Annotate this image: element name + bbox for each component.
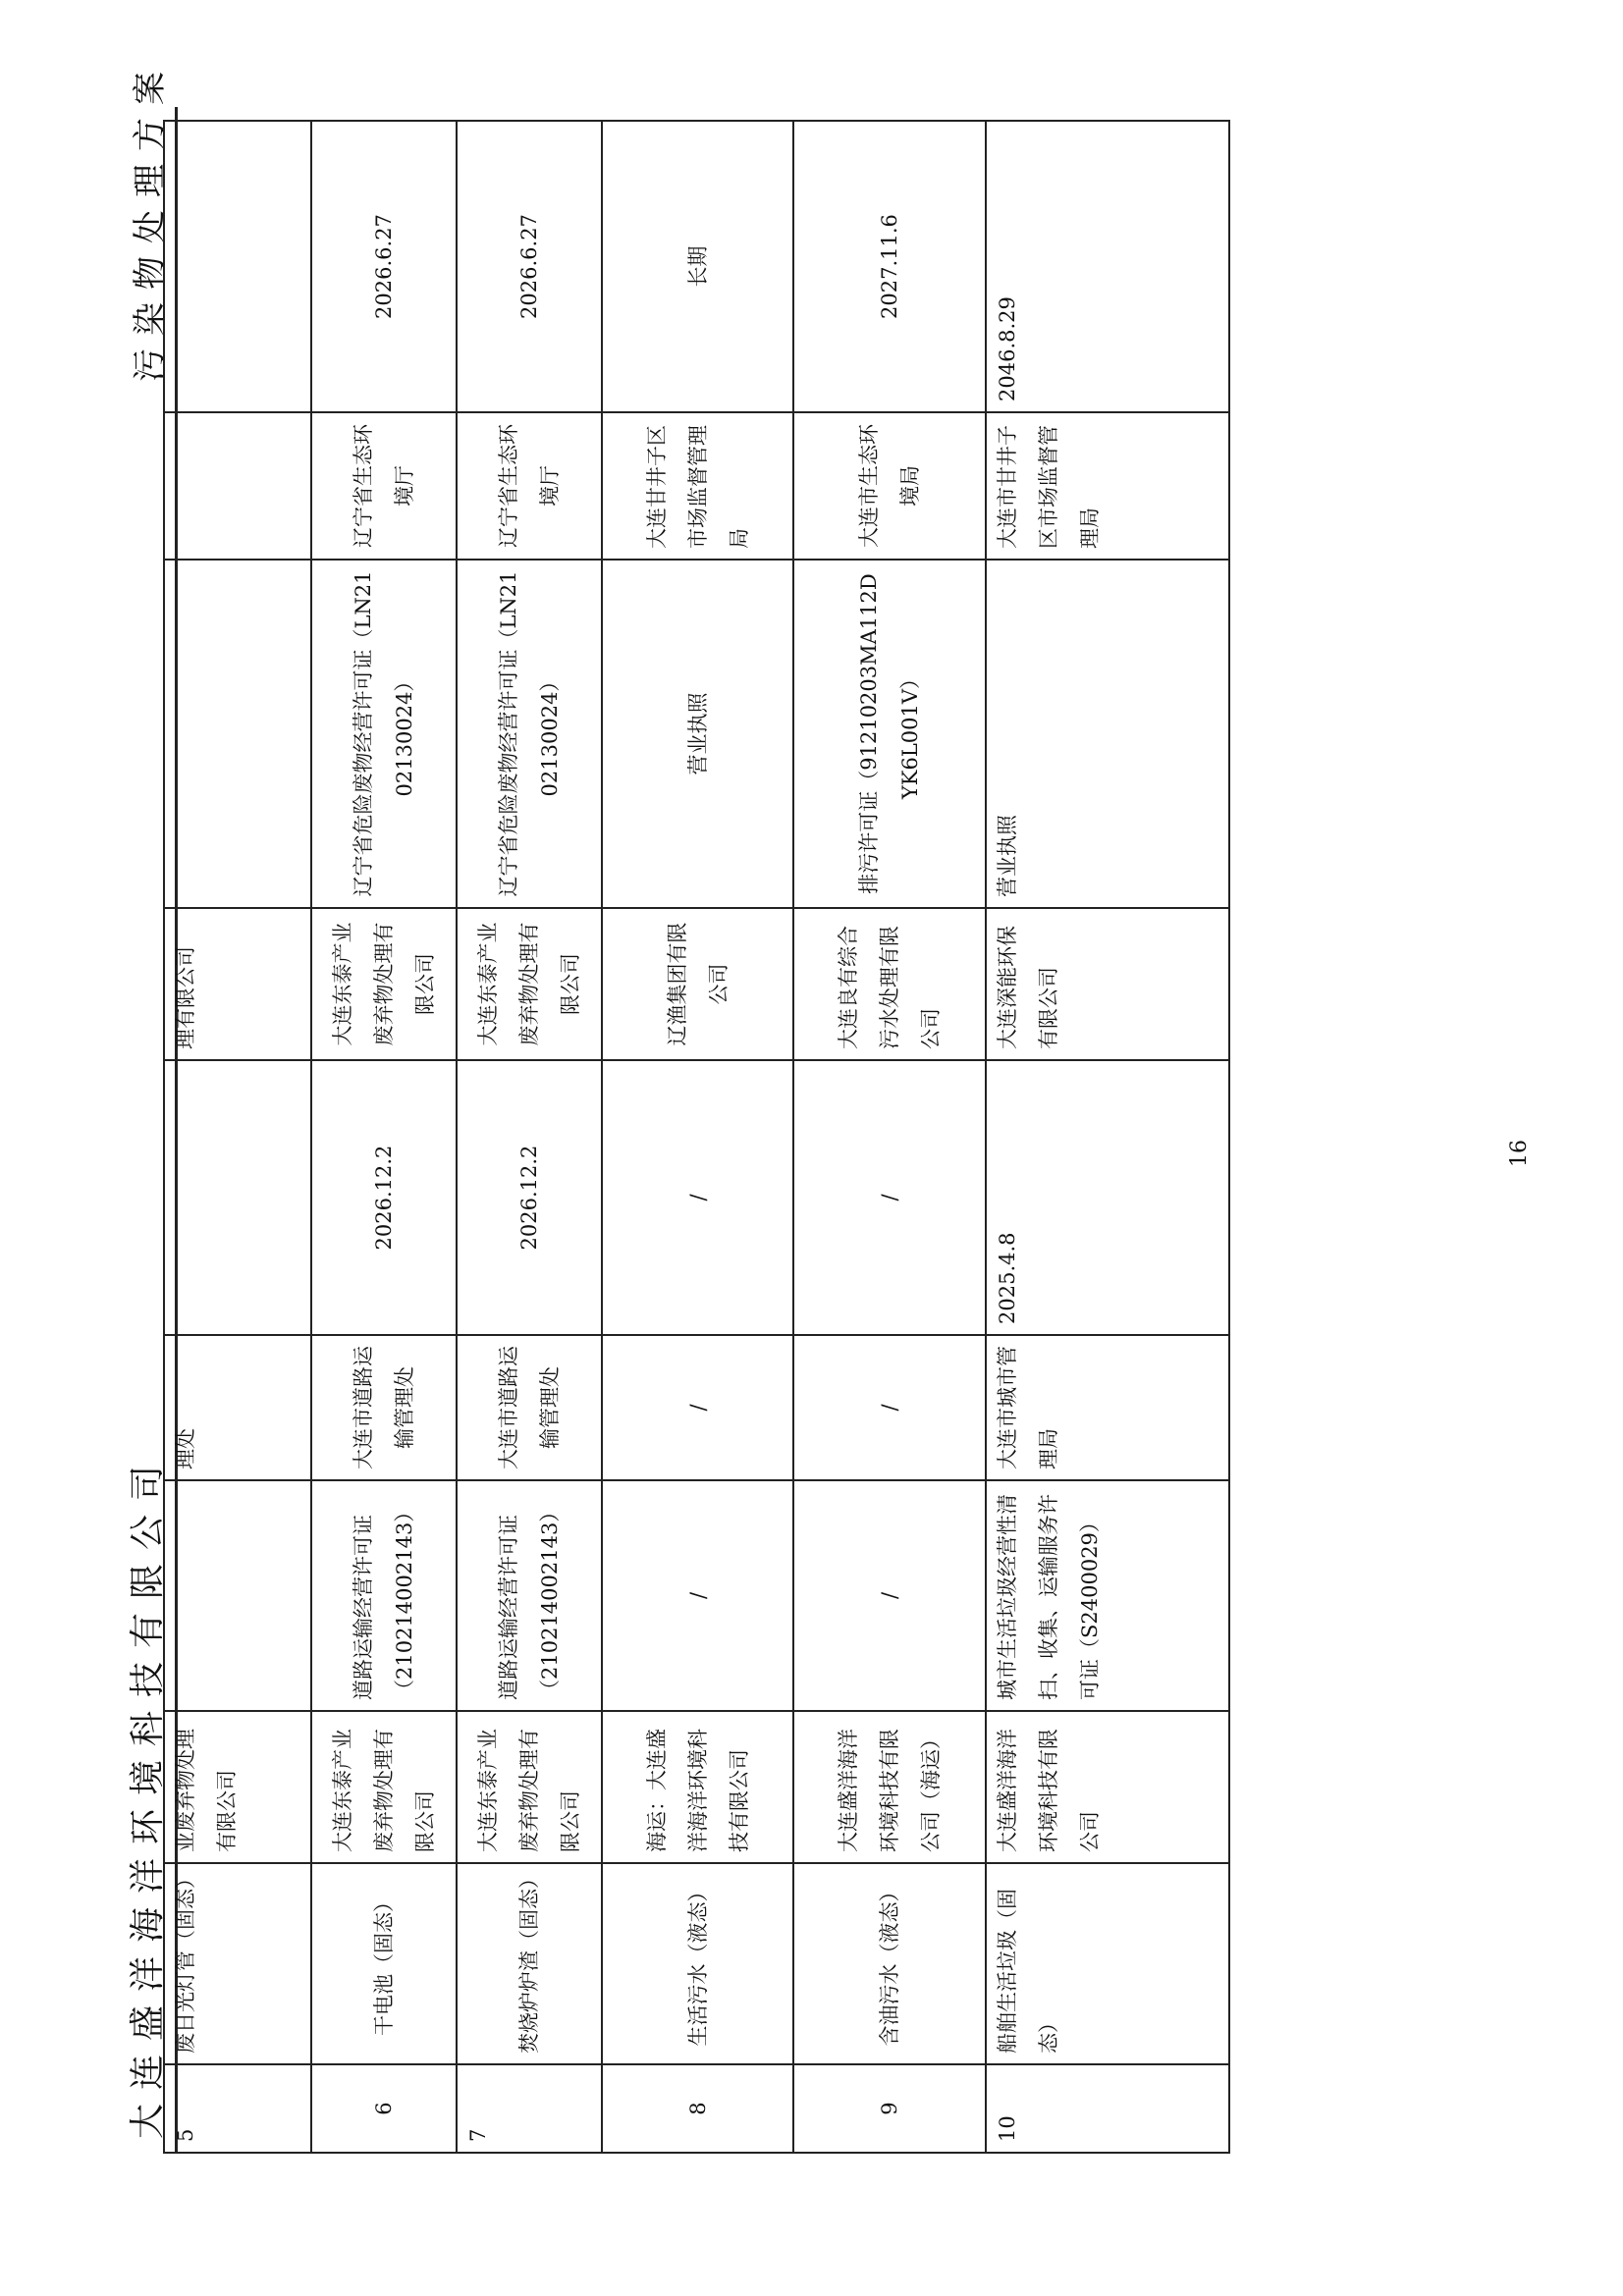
cell-disposal-authority: 辽宁省生态环境厅 xyxy=(311,412,457,560)
cell-disposal-authority: 大连甘井子区市场监督管理局 xyxy=(602,412,793,560)
cell-transport-authority: 大连市道路运输管理处 xyxy=(457,1335,602,1480)
cell-disposer: 大连良有综合污水处理有限公司 xyxy=(793,908,986,1060)
cell-disposal-authority xyxy=(164,412,311,560)
table-row xyxy=(986,121,1229,2153)
cell-transport-license: 道路运输经营许可证（210214002143） xyxy=(311,1480,457,1711)
cell-transporter: 业废弃物处理有限公司 xyxy=(164,1711,311,1863)
cell-transporter: 大连盛洋海洋环境科技有限公司（海运） xyxy=(793,1711,986,1863)
cell-disposal-authority: 大连市甘井子区市场监督管理局 xyxy=(986,412,1229,560)
cell-transport-authority: / xyxy=(602,1335,793,1480)
cell-transporter: 大连东泰产业废弃物处理有限公司 xyxy=(311,1711,457,1863)
cell-transport-license: / xyxy=(602,1480,793,1711)
cell-disposal-expiry: 长期 xyxy=(602,121,793,412)
cell-disposer: 大连深能环保有限公司 xyxy=(986,908,1229,1060)
document-title-header: 污染物处理方案 xyxy=(131,59,170,382)
cell-disposal-authority: 辽宁省生态环境厅 xyxy=(457,412,602,560)
cell-disposal-license: 营业执照 xyxy=(602,560,793,908)
cell-disposal-expiry: 2026.6.27 xyxy=(311,121,457,412)
table-row xyxy=(457,121,602,2153)
cell-item: 船舶生活垃圾（固态） xyxy=(986,1863,1229,2064)
cell-transport-authority: 大连市道路运输管理处 xyxy=(311,1335,457,1480)
cell-disposer: 大连东泰产业废弃物处理有限公司 xyxy=(457,908,602,1060)
cell-item: 干电池（固态） xyxy=(311,1863,457,2064)
cell-transport-expiry: 2026.12.2 xyxy=(457,1060,602,1335)
cell-transport-license: / xyxy=(793,1480,986,1711)
cell-disposal-expiry: 2046.8.29 xyxy=(986,121,1229,412)
cell-transport-license: 道路运输经营许可证（210214002143） xyxy=(457,1480,602,1711)
cell-item: 废日光灯管（固态） xyxy=(164,1863,311,2064)
cell-no: 9 xyxy=(793,2064,986,2153)
waste-disposal-table xyxy=(163,120,1230,2154)
cell-disposal-expiry: 2026.6.27 xyxy=(457,121,602,412)
cell-disposal-expiry: 2027.11.6 xyxy=(793,121,986,412)
cell-disposal-license xyxy=(164,560,311,908)
cell-transporter: 海运：大连盛洋海洋环境科技有限公司 xyxy=(602,1711,793,1863)
cell-disposal-license: 辽宁省危险废物经营许可证（LN2102130024） xyxy=(311,560,457,908)
cell-disposal-license: 营业执照 xyxy=(986,560,1229,908)
cell-no: 5 xyxy=(164,2064,311,2153)
table-row xyxy=(164,121,311,2153)
cell-disposal-expiry xyxy=(164,121,311,412)
cell-disposal-authority: 大连市生态环境局 xyxy=(793,412,986,560)
cell-transport-expiry: / xyxy=(602,1060,793,1335)
table-row xyxy=(793,121,986,2153)
cell-transport-expiry: / xyxy=(793,1060,986,1335)
cell-disposal-license: 排污许可证（91210203MA112DYK6L001V） xyxy=(793,560,986,908)
cell-transport-authority: 理处 xyxy=(164,1335,311,1480)
page-number: 16 xyxy=(1507,1140,1532,1167)
cell-item: 含油污水（液态） xyxy=(793,1863,986,2064)
cell-item: 生活污水（液态） xyxy=(602,1863,793,2064)
cell-no: 8 xyxy=(602,2064,793,2153)
cell-transport-license xyxy=(164,1480,311,1711)
cell-transporter: 大连盛洋海洋环境科技有限公司 xyxy=(986,1711,1229,1863)
cell-disposer: 大连东泰产业废弃物处理有限公司 xyxy=(311,908,457,1060)
cell-no: 7 xyxy=(457,2064,602,2153)
cell-transport-authority: / xyxy=(793,1335,986,1480)
cell-transporter: 大连东泰产业废弃物处理有限公司 xyxy=(457,1711,602,1863)
cell-no: 10 xyxy=(986,2064,1229,2153)
cell-disposer: 理有限公司 xyxy=(164,908,311,1060)
cell-transport-expiry: 2025.4.8 xyxy=(986,1060,1229,1335)
table-row xyxy=(602,121,793,2153)
cell-no: 6 xyxy=(311,2064,457,2153)
company-header: 大连盛洋海洋环境科技有限公司 xyxy=(128,1451,168,2139)
cell-item: 焚烧炉炉渣（固态） xyxy=(457,1863,602,2064)
cell-transport-expiry: 2026.12.2 xyxy=(311,1060,457,1335)
cell-transport-expiry xyxy=(164,1060,311,1335)
cell-disposer: 辽渔集团有限公司 xyxy=(602,908,793,1060)
cell-transport-authority: 大连市城市管理局 xyxy=(986,1335,1229,1480)
cell-transport-license: 城市生活垃圾经营性清扫、收集、运输服务许可证（S2400029） xyxy=(986,1480,1229,1711)
cell-disposal-license: 辽宁省危险废物经营许可证（LN2102130024） xyxy=(457,560,602,908)
table-row xyxy=(311,121,457,2153)
